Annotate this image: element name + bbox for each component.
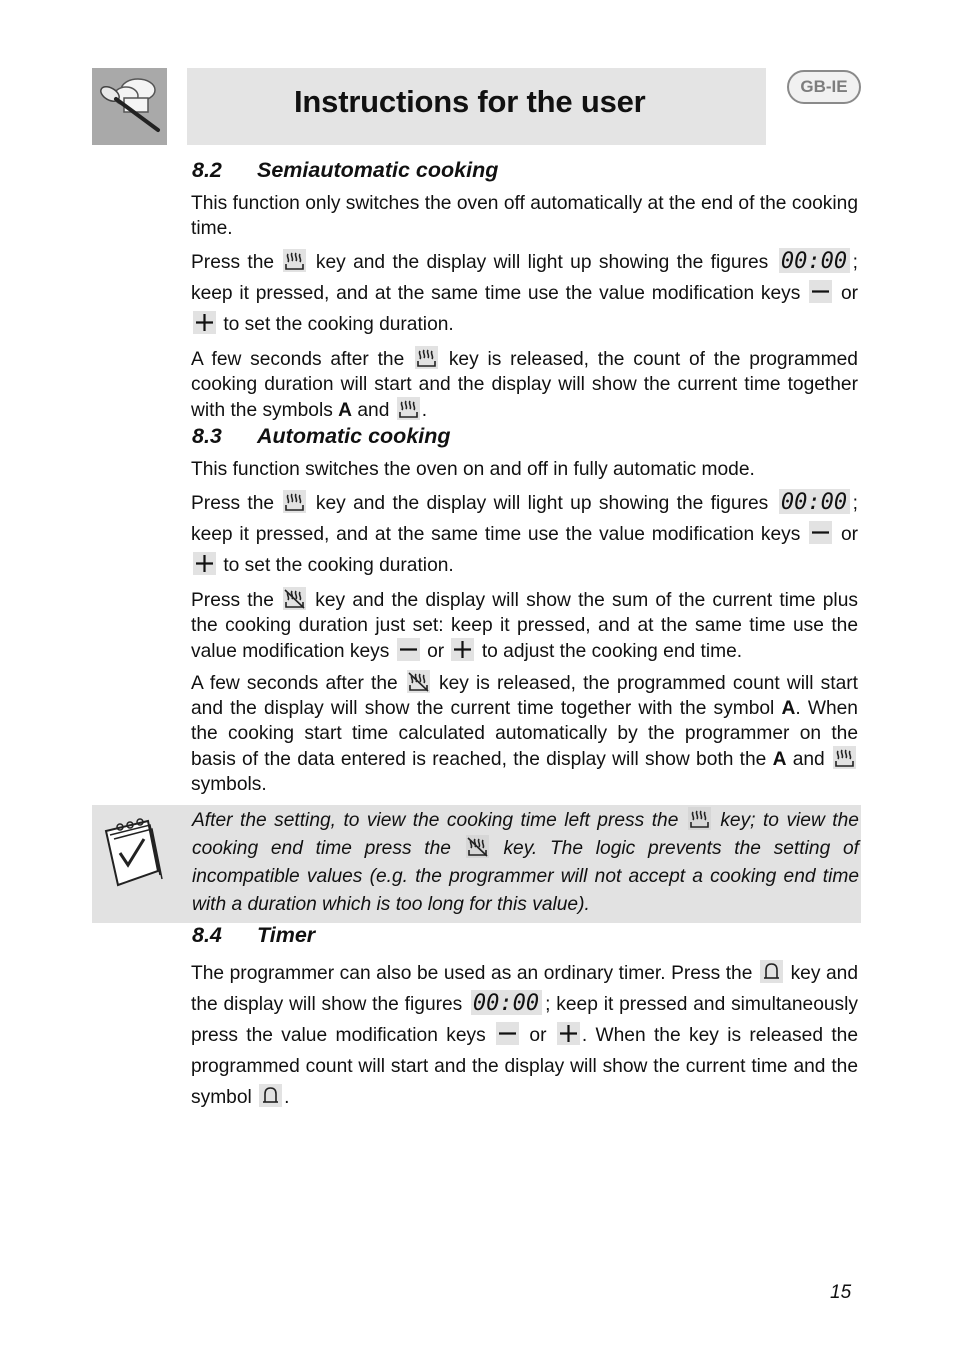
cooking-duration-icon	[415, 346, 438, 369]
cooking-end-icon	[283, 587, 306, 610]
cooking-duration-icon	[397, 397, 420, 420]
minus-key-icon	[496, 1022, 519, 1045]
paragraph: Press the key and the display will light up showing the figures 00:00 ; keep it pressed, and at the same time use the value modification keys or to set the cooking duration.	[191, 249, 859, 335]
section-title: Automatic cooking	[257, 424, 451, 448]
cooking-duration-icon	[283, 249, 306, 272]
note-text: After the setting, to view the cooking time left press the key; to view the cooking end time press the key. The logic prevents the setting of incompatible values (e.g. the programmer will not accept a cooking end time with a duration which is too long for this value).	[192, 807, 859, 919]
plus-key-icon	[193, 552, 216, 575]
cooking-duration-icon	[688, 807, 711, 830]
svg-text:00:00: 00:00	[780, 490, 847, 514]
section-title: Timer	[257, 923, 316, 947]
paragraph: Press the key and the display will light up showing the figures 00:00 ; keep it pressed, and at the same time use the value modification keys or to set the cooking duration.	[191, 490, 859, 576]
plus-key-icon	[451, 638, 474, 661]
section-title: Semiautomatic cooking	[257, 158, 499, 182]
bell-icon	[259, 1084, 282, 1107]
plus-key-icon	[193, 311, 216, 334]
section-8-4-body	[191, 958, 858, 1119]
svg-text:00:00: 00:00	[780, 249, 847, 273]
section-number: 8.3	[192, 424, 222, 448]
page-title: Instructions for the user	[294, 84, 646, 119]
minus-key-icon	[397, 638, 420, 661]
section-8-3-heading	[192, 424, 451, 449]
minus-key-icon	[809, 521, 832, 544]
svg-text:00:00: 00:00	[472, 991, 540, 1015]
minus-key-icon	[809, 280, 832, 303]
region-badge: GB-IE	[787, 70, 861, 104]
note-box	[92, 805, 861, 923]
section-8-2-heading	[192, 158, 498, 183]
cooking-end-icon	[466, 835, 489, 858]
cooking-end-icon	[407, 670, 430, 693]
paragraph: This function switches the oven on and off in fully automatic mode.	[191, 459, 755, 480]
plus-key-icon	[557, 1022, 580, 1045]
paragraph: This function only switches the oven off automatically at the end of the cooking time.	[191, 193, 858, 239]
paragraph: Press the key and the display will show the sum of the current time plus the cooking duration just set: keep it pressed, and at the same time use the value modification keys or to adjust the cooking end time.	[191, 587, 858, 664]
section-number: 8.2	[192, 158, 222, 182]
paragraph: A few seconds after the key is released, the count of the programmed cooking duration will start and the display will show the current time together with the symbols A and .	[191, 346, 858, 423]
notepad-icon	[92, 805, 184, 923]
section-number: 8.4	[192, 923, 222, 947]
paragraph: A few seconds after the key is released, the programmed count will start and the display will show the current time together with the symbol A. When the cooking start time calculated automatically by the programmer on the basis of the data entered is reached, the display will show both the A and symbols.	[191, 670, 858, 797]
page-number: 15	[830, 1282, 852, 1303]
section-8-2-body	[191, 191, 858, 429]
cooking-duration-icon	[283, 490, 306, 513]
display-0000-icon	[471, 990, 542, 1015]
paragraph: The programmer can also be used as an ordinary timer. Press the key and the display will show the figures 00:00 ; keep it pressed and simultaneously press the value modification keys or . When the key is released the programmed count will start and the display will show the current time and the symbol .	[191, 958, 858, 1113]
section-8-4-heading	[192, 923, 315, 948]
cooking-duration-icon	[833, 746, 856, 769]
display-0000-icon	[779, 489, 850, 514]
bell-icon	[760, 960, 783, 983]
display-0000-icon	[779, 248, 850, 273]
section-8-3-body	[191, 457, 858, 803]
chef-logo	[92, 68, 167, 145]
